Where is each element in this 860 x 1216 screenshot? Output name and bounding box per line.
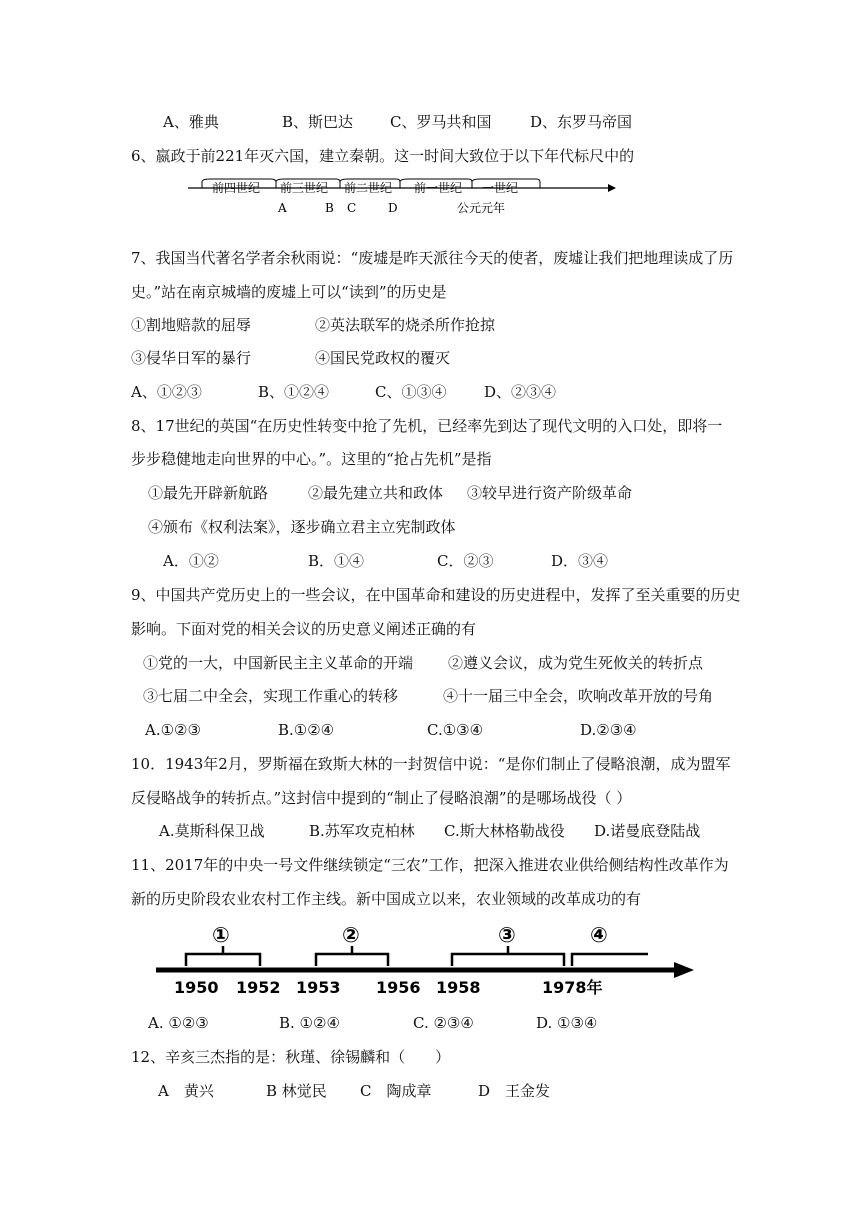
q9-stem-line1: 9、中国共产党历史上的一些会议，在中国革命和建设的历史进程中，发挥了至关重要的历史 [131,586,741,604]
period-bracket-3 [452,946,564,966]
q11-option-a: A. ①②③ [148,1014,209,1032]
q10-option-b: B.苏军攻克柏林 [309,822,415,840]
q7-option-c: C、①③④ [375,383,447,401]
period-bracket-4 [572,954,648,966]
q10-option-c: C.斯大林格勒战役 [444,822,565,840]
q7-stem-line2: 史。”站在南京城墙的废墟上可以“读到”的历史是 [131,283,447,301]
agri-reform-timeline [150,918,700,1000]
q7-item-1: ①割地赔款的屈辱 [131,316,252,334]
q11-stem-line2: 新的历史阶段农业农村工作主线。新中国成立以来，农业领域的改革成功的有 [131,890,642,908]
q8-item-2: ②最先建立共和政体 [308,484,444,502]
q7-option-d: D、②③④ [484,383,557,401]
q5-option-a: A、雅典 [163,113,219,131]
q11-stem-line1: 11、2017年的中央一号文件继续锁定“三农”工作，把深入推进农业供给侧结构性改革作为 [131,856,729,874]
q8-option-d: D．③④ [551,552,609,570]
q7-stem-line1: 7、我国当代著名学者余秋雨说：“废墟是昨天派往今天的使者，废墟让我们把地理读成了历 [131,249,734,267]
q9-stem-line2: 影响。下面对党的相关会议的历史意义阐述正确的有 [131,620,477,638]
ruler-letter-d: D [388,201,398,215]
q12-option-c: C 陶成章 [360,1082,432,1100]
q12-option-a: A 黄兴 [158,1082,214,1100]
q9-option-a: A.①②③ [145,721,201,739]
ruler-letter-b: B [325,201,334,215]
timeline-marker-2: ② [342,923,360,947]
q9-item-2: ②遵义会议，成为党生死攸关的转折点 [448,654,704,672]
q9-option-d: D.②③④ [580,721,637,739]
q11-option-c: C. ②③④ [413,1014,474,1032]
q12-stem: 12、辛亥三杰指的是：秋瑾、徐锡麟和（ ） [131,1048,451,1066]
q9-item-4: ④十一届三中全会，吹响改革开放的号角 [443,687,714,705]
q11-option-b: B. ①②④ [279,1014,340,1032]
q12-option-d: D 王金发 [478,1082,551,1100]
q7-item-3: ③侵华日军的暴行 [131,349,252,367]
ruler-letter-c: C [347,201,357,215]
q9-item-1: ①党的一大，中国新民主主义革命的开端 [143,654,414,672]
q6-stem: 6、嬴政于前221年灭六国，建立秦朝。这一时间大致位于以下年代标尺中的 [131,147,635,165]
q8-item-4: ④颁布《权利法案》，逐步确立君主立宪制政体 [148,518,456,536]
ruler-letter-a: A [278,201,287,215]
q8-item-3: ③较早进行资产阶级革命 [467,484,633,502]
century-label-1: 前四世纪 [212,181,261,195]
q7-option-a: A、①②③ [131,383,202,401]
q10-stem-line1: 10．1943年2月，罗斯福在致斯大林的一封贺信中说：“是你们制止了侵略浪潮，成为盟军 [131,755,731,773]
q7-option-b: B、①②④ [258,383,330,401]
q8-option-b: B．①④ [308,552,365,570]
timeline-marker-1: ① [212,923,230,947]
timeline-year-1956: 1956 [376,978,421,997]
century-label-3: 前二世纪 [344,181,393,195]
timeline-year-1950: 1950 [174,978,219,997]
q5-option-b: B、斯巴达 [282,113,354,131]
q8-stem-line1: 8、17世纪的英国“在历史性转变中抢了先机，已经率先到达了现代文明的入口处，即将一 [131,417,723,435]
ruler-arrow [608,184,616,192]
q9-item-3: ③七届二中全会，实现工作重心的转移 [143,687,399,705]
era-label: 公元元年 [457,201,506,215]
q8-stem-line2: 步步稳健地走向世界的中心。”。这里的“抢占先机”是指 [131,450,492,468]
timeline-year-1958: 1958 [436,978,481,997]
century-label-5: 一世纪 [482,181,519,195]
q8-option-a: A．①② [163,552,219,570]
timeline-arrow [674,962,694,978]
q5-option-c: C、罗马共和国 [390,113,492,131]
century-label-2: 前三世纪 [280,181,329,195]
timeline-year-1953: 1953 [296,978,341,997]
timeline-year-1978: 1978年 [542,978,603,997]
century-label-4: 前一世纪 [414,181,463,195]
q7-item-2: ②英法联军的烧杀所作抢掠 [315,316,496,334]
period-bracket-2 [316,946,388,966]
q7-item-4: ④国民党政权的覆灭 [315,349,451,367]
q10-option-d: D.诺曼底登陆战 [594,822,701,840]
timeline-marker-3: ③ [498,923,516,947]
q12-option-b: B 林觉民 [266,1082,327,1100]
q9-option-c: C.①③④ [427,721,484,739]
timeline-year-1952: 1952 [236,978,281,997]
q8-item-1: ①最先开辟新航路 [148,484,269,502]
q10-option-a: A.莫斯科保卫战 [159,822,265,840]
q5-option-d: D、东罗马帝国 [530,113,633,131]
period-bracket-1 [186,946,260,966]
timeline-marker-4: ④ [590,923,608,947]
q9-option-b: B.①②④ [278,721,335,739]
century-ruler-diagram [180,176,620,218]
q11-option-d: D. ①③④ [536,1014,598,1032]
q10-stem-line2: 反侵略战争的转折点。”这封信中提到的“制止了侵略浪潮”的是哪场战役（ ） [131,789,632,807]
q8-option-c: C．②③ [437,552,494,570]
